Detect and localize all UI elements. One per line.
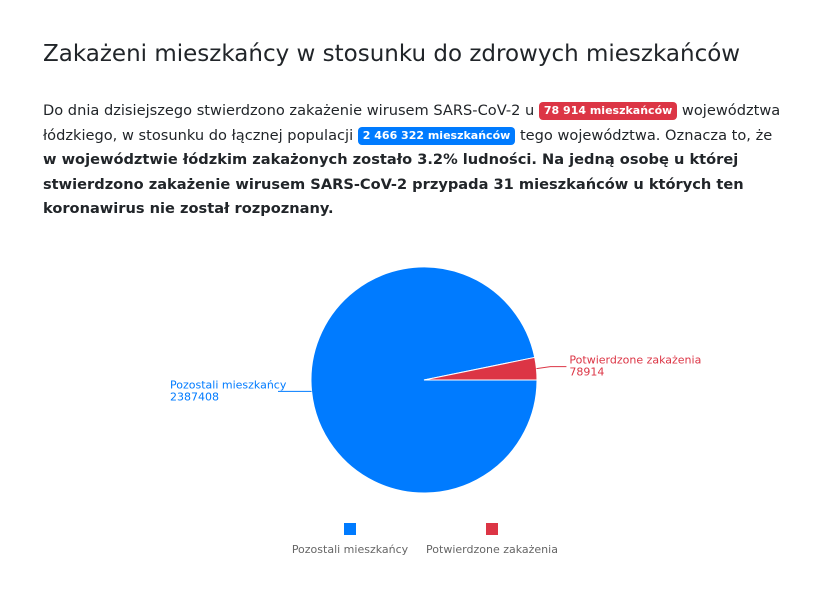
description-summary-bold: w województwie łódzkim zakażonych zostało 3.2% ludności. Na jedną osobę u której stwierdzono zakażenie wirusem SARS-CoV-2 przypada 31 mieszkańców u których ten koronawirus nie został rozpoznany. [43,151,744,217]
pie-value-label-potwierdzone-zakazenia: 78914 [569,365,605,379]
description-part-3: tego województwa. Oznacza to, że [515,126,773,144]
legend-label-potwierdzone-zakazenia[interactable]: Potwierdzone zakażenia [426,543,558,556]
description-part-2: województwa łódzkiego, w stosunku do łącznej populacji [43,102,781,144]
legend-label-pozostali-mieszkancy[interactable]: Pozostali mieszkańcy [291,543,409,556]
pie-value-label-pozostali-mieszkancy: 2387408 [170,390,219,404]
page-title: Zakażeni mieszkańcy w stosunku do zdrowych mieszkańców [43,41,741,67]
pie-label-potwierdzone-zakazenia: Potwierdzone zakażenia [569,353,702,367]
population-count-badge: 2 466 322 mieszkańców [358,127,516,145]
legend-swatch-pozostali-mieszkancy[interactable] [344,523,356,535]
description-part-1: Do dnia dzisiejszego stwierdzono zakażenie wirusem SARS-CoV-2 u [43,102,539,119]
pie-label-pozostali-mieszkancy: Pozostali mieszkańcy [170,378,287,392]
legend-swatch-potwierdzone-zakazenia[interactable] [486,523,498,535]
infected-count-badge: 78 914 mieszkańców [539,102,677,120]
pie-leader-line-potwierdzone-zakazenia [536,367,566,369]
